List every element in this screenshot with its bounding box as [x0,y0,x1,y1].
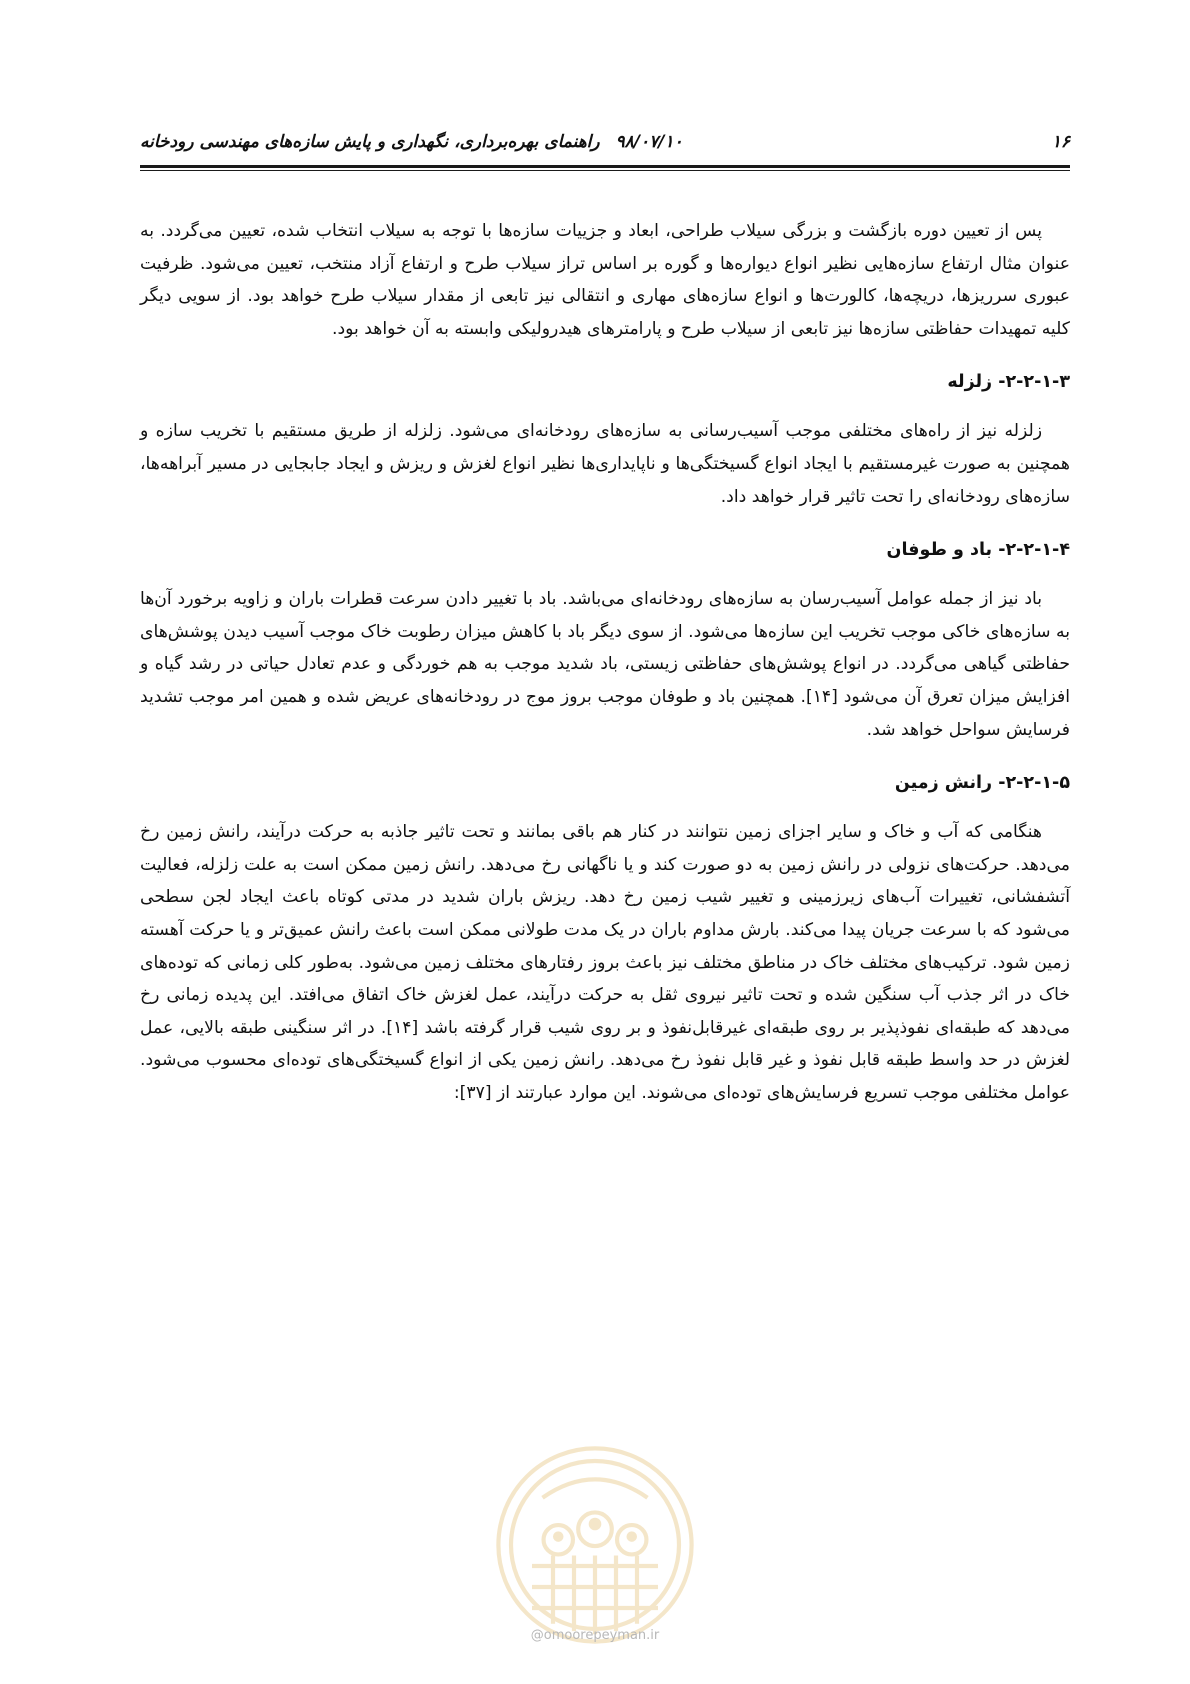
header-rule-thin [140,170,1070,171]
page-body [140,215,1070,1109]
page-header [140,130,1070,158]
running-title [140,132,683,152]
header-title-text: راهنمای بهره‌برداری، نگهداری و پایش سازه‌های مهندسی رودخانه [140,132,600,152]
header-date: ۹۸/۰۷/۱۰ [615,132,683,152]
paragraph: هنگامی که آب و خاک و سایر اجزای زمین نتوانند در کنار هم باقی بمانند و تحت تاثیر جاذبه به حرکت درآیند، رانش زمین رخ می‌دهد. حرکت‌های نزولی در رانش زمین به دو صورت کند و یا ناگهانی رخ می‌دهد. رانش زمین ممکن است به علت زلزله، فعالیت آتشفشانی، تغییرات آب‌های زیرزمینی و تغییر شیب زمین رخ دهد. ریزش باران شدید در مدتی کوتاه باعث ایجاد لجن سطحی می‌شود که با سرعت جریان پیدا می‌کند. بارش مداوم باران در یک مدت طولانی ممکن است باعث رانش عمیق‌تر و یا حرکت آهسته زمین شود. ترکیب‌های مختلف خاک در مناطق مختلف نیز باعث بروز رفتارهای مختلف زمین می‌شود. به‌طور کلی زمانی که توده‌های خاک در اثر جذب آب سنگین شده و تحت تاثیر نیروی ثقل به حرکت درآیند، عمل لغزش خاک اتفاق می‌افتد. این پدیده زمانی رخ می‌دهد که طبقه‌ای نفوذپذیر بر روی طبقه‌ای غیرقابل‌نفوذ و بر روی شیب قرار گرفته باشد [۱۴]. در اثر سنگینی طبقه بالایی، عمل لغزش در حد واسط طبقه قابل نفوذ و غیر قابل نفوذ رخ می‌دهد. رانش زمین یکی از انواع گسیختگی‌های توده‌ای محسوب می‌شود. عوامل مختلفی موجب تسریع فرسایش‌های توده‌ای می‌شوند. این موارد عبارتند از [۳۷]: [140,822,1070,1103]
header-rule [140,165,1070,168]
watermark-site: @omoorepeyman.ir [530,1628,660,1643]
section-heading: ۲-۲-۱-۴- باد و طوفان [886,540,1070,561]
paragraph: پس از تعیین دوره بازگشت و بزرگی سیلاب طراحی، ابعاد و جزییات سازه‌ها با توجه به سیلاب انتخاب شده، تعیین می‌گردد. به عنوان مثال ارتفاع سازه‌هایی نظیر انواع دیواره‌ها و گوره بر اساس تراز سیلاب طرح و ارتفاع آزاد منتخب، تعیین می‌شود. ظرفیت عبوری سرریزها، دریچه‌ها، کالورت‌ها و انواع سازه‌های مهاری و انتقالی نیز تابعی از مقدار سیلاب طرح خواهد بود. از سویی دیگر کلیه تمهیدات حفاظتی سازه‌ها نیز تابعی از سیلاب طرح و پارامترهای هیدرولیکی وابسته به آن خواهد بود. [140,221,1070,339]
section-heading: ۲-۲-۱-۳- زلزله [947,372,1070,393]
watermark-logo-icon [490,1440,700,1650]
section-heading: ۲-۲-۱-۵- رانش زمین [894,773,1070,794]
paragraph: زلزله نیز از راه‌های مختلفی موجب آسیب‌رسانی به سازه‌های رودخانه‌ای می‌شود. زلزله از طریق مستقیم با تخریب سازه و همچنین به صورت غیرمستقیم با ایجاد انواع گسیختگی‌ها و ناپایداری‌ها نظیر انواع لغزش و ریزش و ایجاد جابجایی در مسیر آبراهه‌ها، سازه‌های رودخانه‌ای را تحت تاثیر قرار خواهد داد. [140,421,1070,507]
paragraph: باد نیز از جمله عوامل آسیب‌رسان به سازه‌های رودخانه‌ای می‌باشد. باد با تغییر دادن سرعت قطرات باران و زاویه برخورد آن‌ها به سازه‌های خاکی موجب تخریب این سازه‌ها می‌شود. از سوی دیگر باد با کاهش میزان رطوبت خاک موجب آسیب دیدن پوشش‌های حفاظتی گیاهی می‌گردد. در انواع پوشش‌های حفاظتی زیستی، باد شدید موجب به هم خوردگی و عدم تعادل حیاتی در رشد گیاه و افزایش میزان تعرق آن می‌شود [۱۴]. همچنین باد و طوفان موجب بروز موج در رودخانه‌های عریض شده و همین امر موجب تشدید فرسایش سواحل خواهد شد. [140,589,1071,740]
page-number: ۱۶ [1051,132,1070,152]
